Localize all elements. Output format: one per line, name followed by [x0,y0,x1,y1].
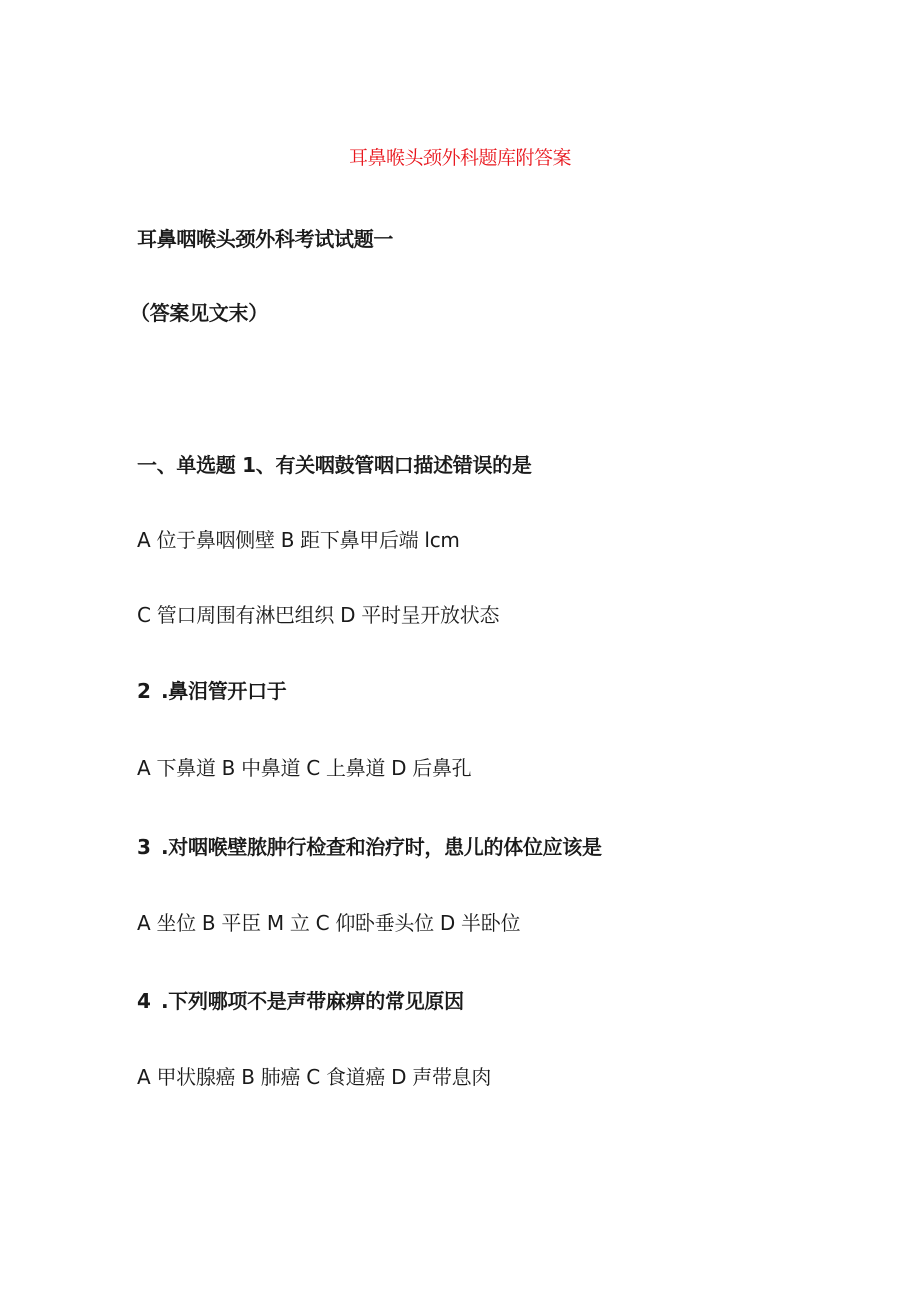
question-4 [137,988,464,1014]
document-title: 耳鼻喉头颈外科题库附答案 [348,147,571,169]
question-3 [137,834,602,860]
question-1-option-line-1: A 位于鼻咽侧壁 B 距下鼻甲后端 lcm [137,528,460,552]
answer-note: （答案见文末） [130,301,268,325]
exam-heading: 耳鼻咽喉头颈外科考试试题一 [137,227,394,251]
question-3-stem: .对咽喉壁脓肿行检查和治疗时，患儿的体位应该是 [161,835,602,859]
question-2-stem: .鼻泪管开口于 [161,679,287,703]
question-1-option-line-2: C 管口周围有淋巴组织 D 平时呈开放状态 [137,603,500,627]
question-2-options: A 下鼻道 B 中鼻道 C 上鼻道 D 后鼻孔 [137,756,472,780]
question-4-number: 4 [137,989,151,1013]
question-1-stem: 一、单选题 1、有关咽鼓管咽口描述错误的是 [137,453,532,477]
question-2 [137,678,287,704]
question-4-stem: .下列哪项不是声带麻痹的常见原因 [161,989,464,1013]
question-2-number: 2 [137,679,151,703]
question-4-options: A 甲状腺癌 B 肺癌 C 食道癌 D 声带息肉 [137,1065,492,1089]
question-3-number: 3 [137,835,151,859]
question-3-options: A 坐位 B 平臣 M 立 C 仰卧垂头位 D 半卧位 [137,911,521,935]
